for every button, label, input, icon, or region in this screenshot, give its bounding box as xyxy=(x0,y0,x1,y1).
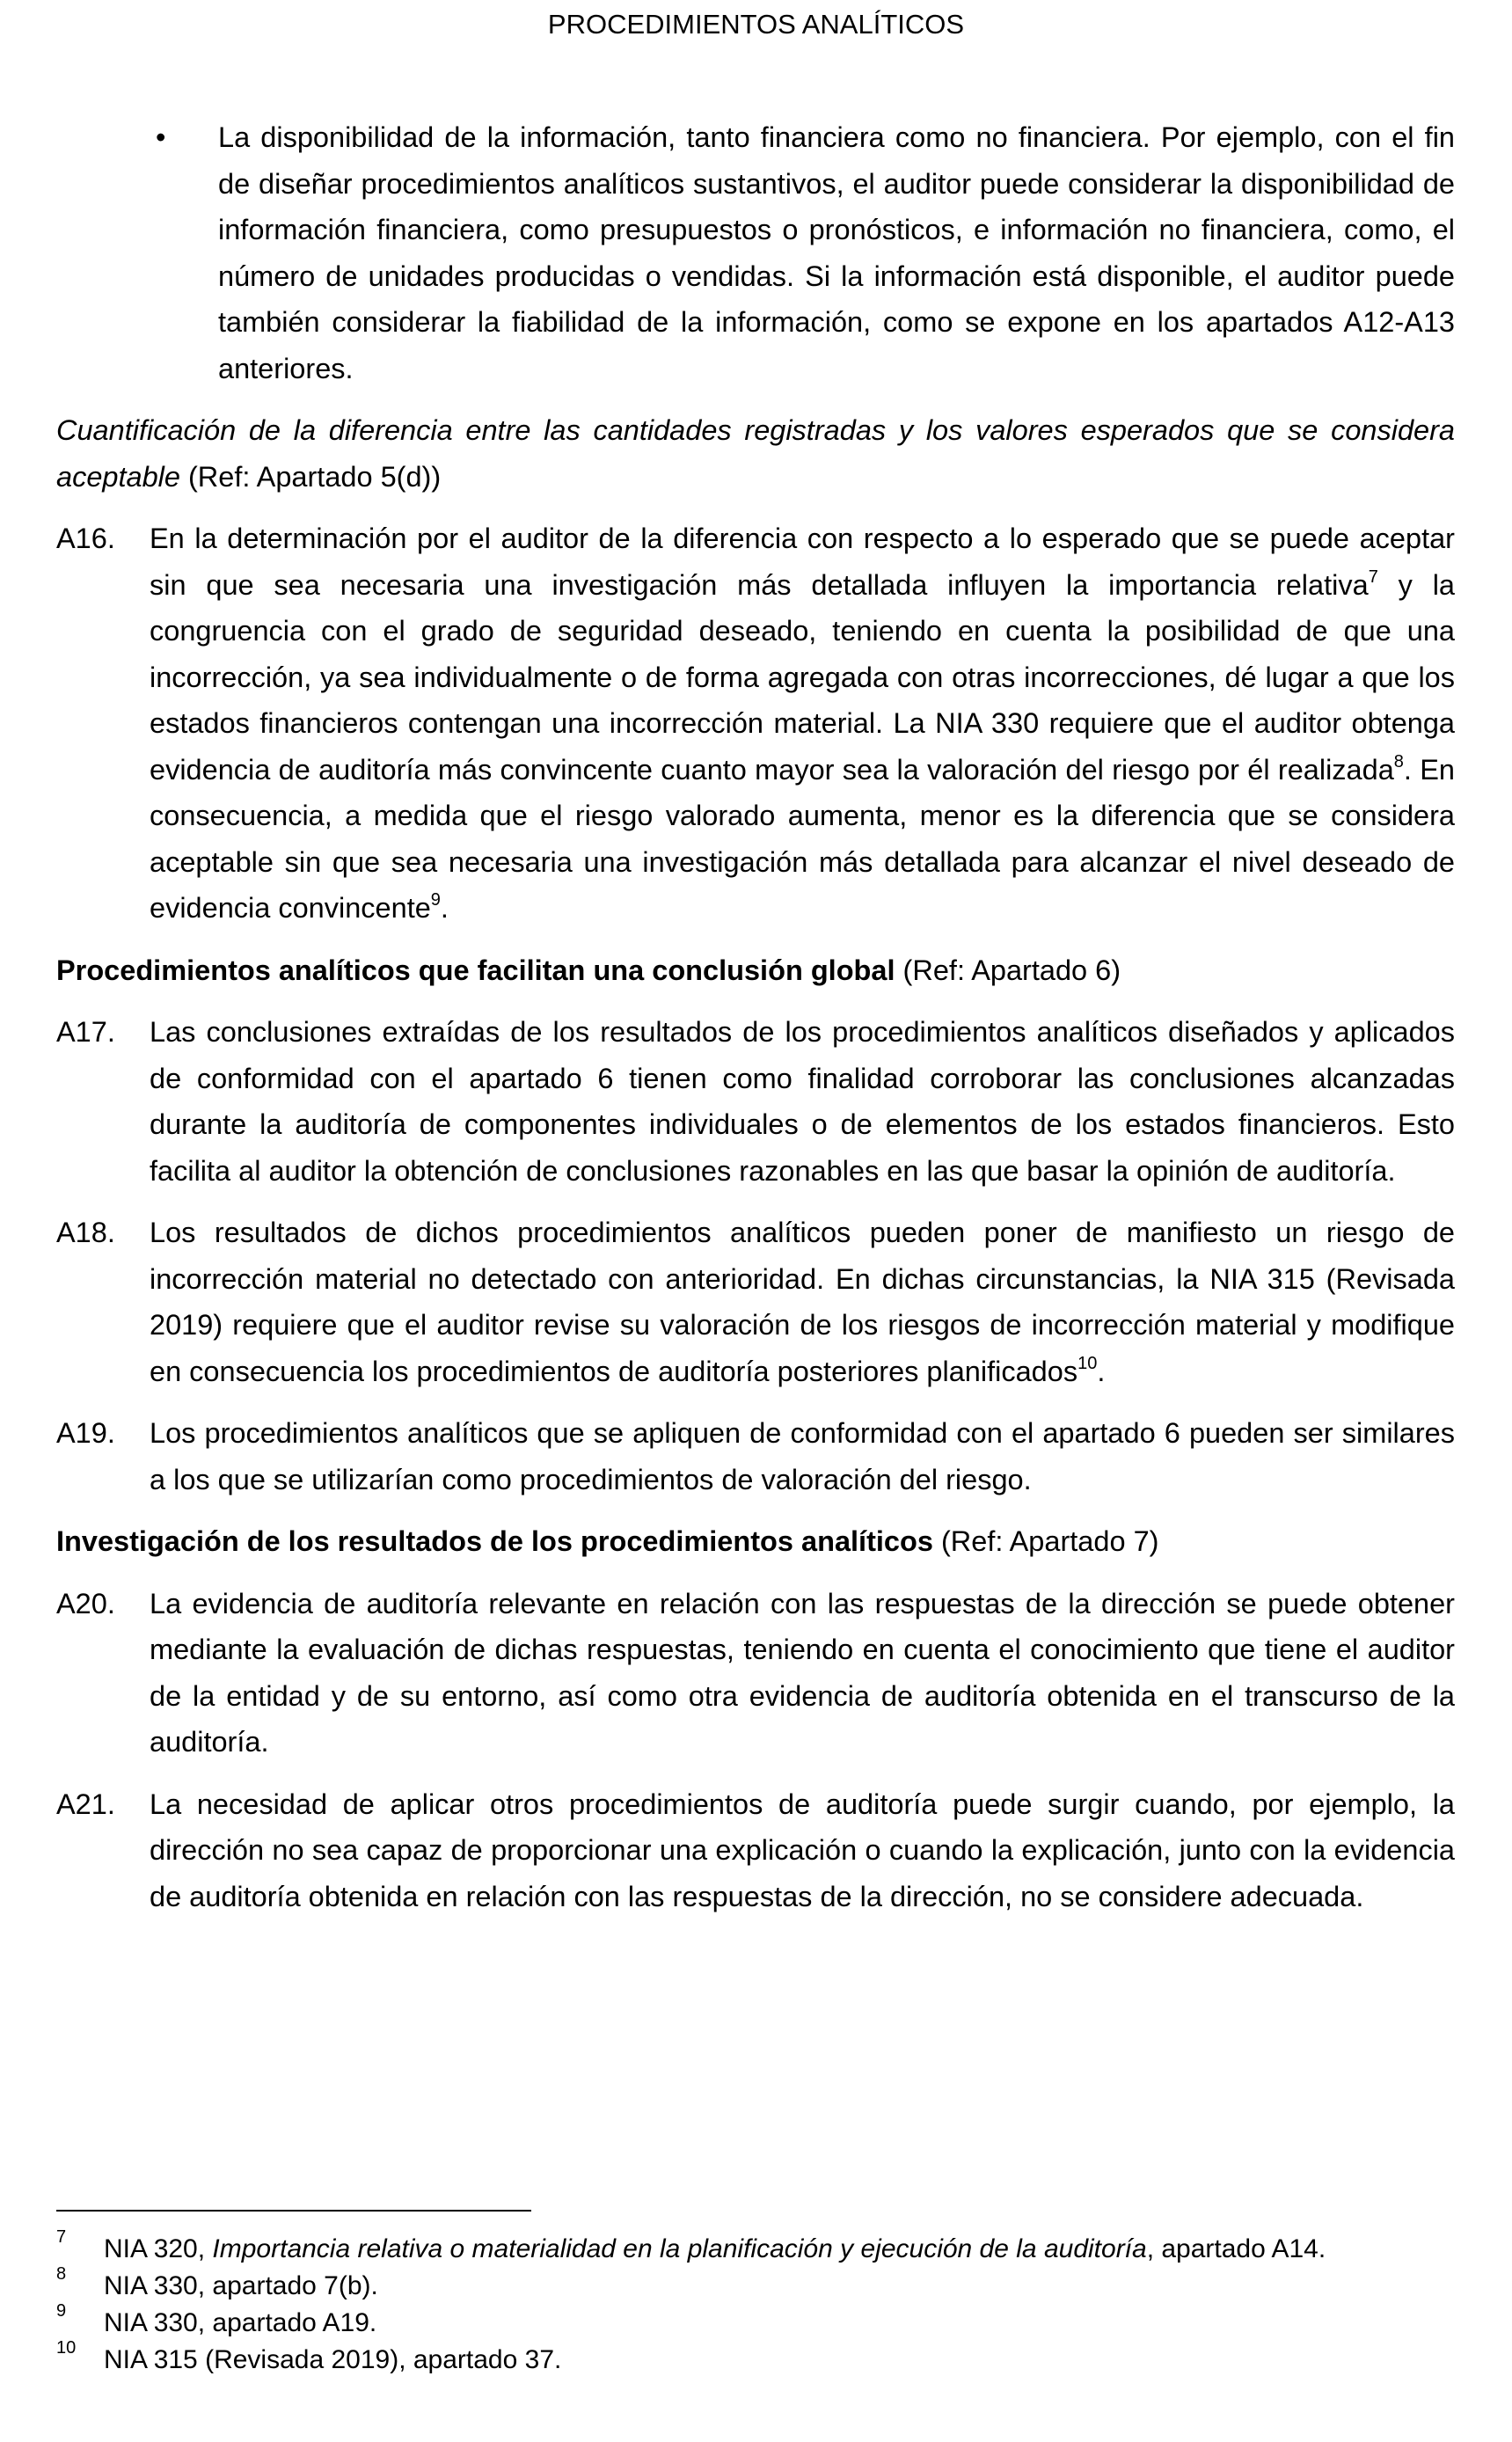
paragraph-text: . xyxy=(1097,1355,1106,1387)
footnote-divider xyxy=(56,2210,531,2212)
paragraph-text: Los procedimientos analíticos que se apliquen de conformidad con el apartado 6 pueden ser similares a los que se utilizarían como procedimientos de valoración del riesgo. xyxy=(150,1417,1455,1495)
paragraph-text: En la determinación por el auditor de la diferencia con respecto a lo esperado que se puede aceptar sin que sea necesaria una investigación más detallada influyen la importancia relativa xyxy=(150,523,1455,601)
paragraph-text: La evidencia de auditoría relevante en relación con las respuestas de la dirección se puede obtener mediante la evaluación de dichas respuestas, teniendo en cuenta el conocimiento que tiene el auditor de la entidad y de su entorno, así como otra evidencia de auditoría obtenida en el transcurso de la auditoría. xyxy=(150,1587,1455,1758)
footnote-ref-7[interactable]: 7 xyxy=(1368,567,1378,587)
section-heading-global-conclusion xyxy=(56,947,1455,994)
footnote-ref-9[interactable]: 9 xyxy=(430,890,441,910)
paragraph-a19 xyxy=(56,1410,1455,1502)
paragraph-number: A16. xyxy=(56,523,115,554)
section-heading-title: Investigación de los resultados de los procedimientos analíticos xyxy=(56,1525,933,1557)
paragraph-text: y la congruencia con el grado de seguridad deseado, teniendo en cuenta la posibilidad de que una incorrección, ya sea individualmente o de forma agregada con otras incorrecciones, dé lugar a que los estados financieros contengan una incorrección material. La NIA 330 requiere que el auditor obtenga evidencia de auditoría más convincente cuanto mayor sea la valoración del riesgo por él realizada xyxy=(150,568,1456,786)
bullet-item-information-availability xyxy=(56,114,1455,391)
footnote-text: NIA 315 (Revisada 2019), apartado 37. xyxy=(104,2345,562,2374)
footnote-text: NIA 330, apartado 7(b). xyxy=(104,2271,378,2300)
paragraph-number: A21. xyxy=(56,1788,115,1820)
paragraph-text: . xyxy=(440,892,449,924)
footnote-number: 9 xyxy=(56,2301,67,2321)
paragraph-text: . En consecuencia, a medida que el riesgo valorado aumenta, menor es la diferencia que se considera aceptable sin que sea necesaria una investigación más detallada para alcanzar el nivel deseado de evidencia convincente xyxy=(150,753,1455,924)
paragraph-a16 xyxy=(56,515,1455,932)
footnote-7 xyxy=(56,2227,1455,2268)
footnote-text: , apartado A14. xyxy=(1146,2234,1326,2263)
paragraph-a17 xyxy=(56,1009,1455,1194)
footnote-ref-10[interactable]: 10 xyxy=(1077,1353,1098,1373)
paragraph-a21 xyxy=(56,1781,1455,1920)
paragraph-number: A19. xyxy=(56,1417,115,1449)
paragraph-number: A18. xyxy=(56,1217,115,1248)
paragraph-text: Las conclusiones extraídas de los resultados de los procedimientos analíticos diseñados y aplicados de conformidad con el apartado 6 tienen como finalidad corroborar las conclusiones alcanzadas durante la auditoría de componentes individuales o de elementos de los estados financieros. Esto facilita al auditor la obtención de conclusiones razonables en las que basar la opinión de auditoría. xyxy=(150,1016,1455,1187)
footnote-text: NIA 330, apartado A19. xyxy=(104,2308,377,2337)
section-heading-ref: (Ref: Apartado 7) xyxy=(932,1525,1159,1557)
paragraph-text: Los resultados de dichos procedimientos analíticos pueden poner de manifiesto un riesgo de incorrección material no detectado con anterioridad. En dichas circunstancias, la NIA 315 (Revisada 2019) requiere que el auditor revise su valoración de los riesgos de incorrección material y modifique en consecuencia los procedimientos de auditoría posteriores planificados xyxy=(150,1217,1455,1387)
section-heading-title: Procedimientos analíticos que facilitan una conclusión global xyxy=(56,954,895,986)
section-heading-ref: (Ref: Apartado 5(d)) xyxy=(187,460,442,493)
footnote-title: Importancia relativa o materialidad en la planificación y ejecución de la auditoría xyxy=(212,2234,1147,2263)
bullet-icon: • xyxy=(156,121,166,153)
footnote-9 xyxy=(56,2301,1455,2342)
page-body xyxy=(56,114,1455,1935)
footnote-number: 10 xyxy=(56,2338,77,2358)
section-heading-title: Cuantificación de la diferencia entre las cantidades registradas y los valores esperados que se considera aceptable xyxy=(56,414,1455,493)
footnote-ref-8[interactable]: 8 xyxy=(1393,751,1404,771)
bullet-text: La disponibilidad de la información, tanto financiera como no financiera. Por ejemplo, con el fin de diseñar procedimientos analíticos sustantivos, el auditor puede considerar la disponibilidad de información financiera, como presupuestos o pronósticos, e información no financiera, como, el número de unidades producidas o vendidas. Si la información está disponible, el auditor puede también considerar la fiabilidad de la información, como se expone en los apartados A12-A13 anteriores. xyxy=(218,121,1455,384)
footnote-text: NIA 320, xyxy=(104,2234,213,2263)
footnote-10 xyxy=(56,2338,1455,2379)
footnote-number: 7 xyxy=(56,2227,67,2247)
paragraph-a18 xyxy=(56,1210,1455,1394)
running-header: PROCEDIMIENTOS ANALÍTICOS xyxy=(547,9,965,40)
footnotes xyxy=(56,2227,1455,2379)
paragraph-number: A20. xyxy=(56,1587,115,1619)
section-heading-quantification xyxy=(56,407,1455,500)
paragraph-text: La necesidad de aplicar otros procedimientos de auditoría puede surgir cuando, por ejemplo, la dirección no sea capaz de proporcionar una explicación o cuando la explicación, junto con la evidencia de auditoría obtenida en relación con las respuestas de la dirección, no se considere adecuada. xyxy=(150,1788,1455,1912)
paragraph-a20 xyxy=(56,1581,1455,1766)
footnote-number: 8 xyxy=(56,2264,67,2284)
paragraph-number: A17. xyxy=(56,1016,115,1048)
section-heading-investigation xyxy=(56,1518,1455,1565)
section-heading-ref: (Ref: Apartado 6) xyxy=(895,954,1121,986)
footnote-8 xyxy=(56,2264,1455,2305)
